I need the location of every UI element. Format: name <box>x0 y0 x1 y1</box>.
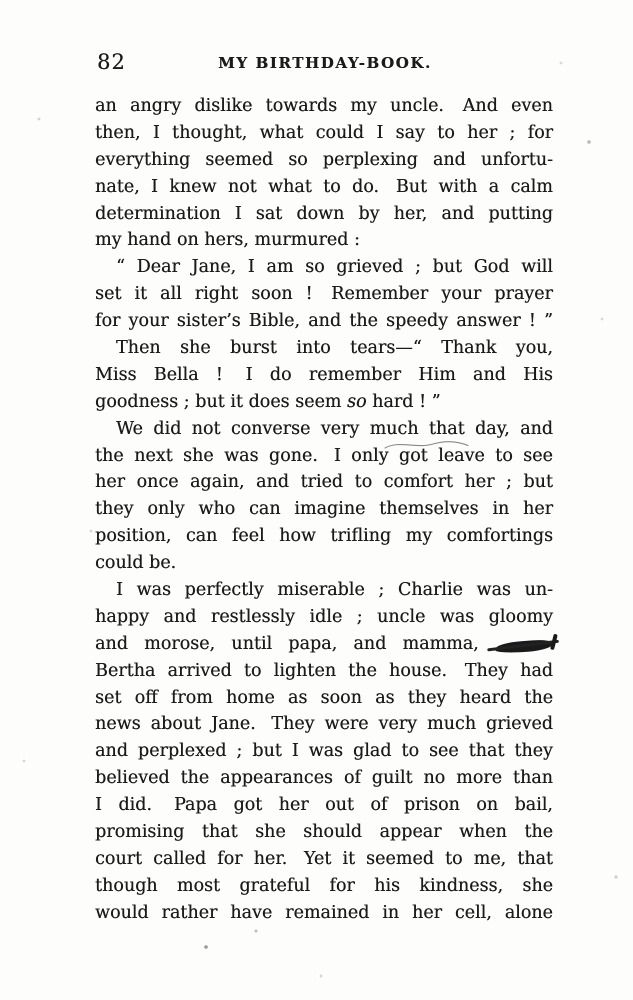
word: on <box>176 230 199 251</box>
word: were <box>324 714 369 735</box>
word: tears—“ <box>350 338 422 359</box>
word: me, <box>473 848 507 869</box>
word: I <box>247 257 255 278</box>
word: did <box>153 418 182 439</box>
word: her. <box>253 848 293 869</box>
word: off <box>134 687 158 708</box>
word: so <box>346 391 367 412</box>
word: my <box>350 96 377 116</box>
word: got <box>233 795 263 816</box>
word: to <box>243 660 262 681</box>
word: much <box>427 714 476 735</box>
text-line <box>95 254 553 281</box>
word: hard <box>372 391 414 412</box>
word: my <box>95 230 122 251</box>
word: Jane. <box>211 714 262 735</box>
word: but <box>195 391 225 412</box>
body-text <box>95 93 553 927</box>
word: even <box>511 96 553 116</box>
word: Miss <box>95 364 137 385</box>
word: his <box>374 875 400 896</box>
word: I <box>116 580 123 601</box>
word: tried <box>300 472 344 493</box>
word: does <box>248 391 290 412</box>
word: for <box>217 848 243 869</box>
text-line <box>95 631 553 658</box>
text-line <box>95 227 553 254</box>
word: They <box>464 660 508 681</box>
text-line <box>95 685 553 712</box>
word: do <box>269 364 292 385</box>
word: Charlie <box>397 580 463 601</box>
word: Papa <box>173 795 217 816</box>
word: they <box>407 687 447 708</box>
word: was <box>224 445 259 466</box>
word: feel <box>231 526 265 547</box>
text-line <box>95 846 553 873</box>
word: and <box>432 149 466 170</box>
word: an <box>95 96 117 116</box>
word: uncle <box>377 606 426 627</box>
word: I <box>376 122 384 143</box>
word: all <box>160 284 182 305</box>
word: burst <box>229 338 277 359</box>
word: comfortings <box>446 526 553 547</box>
word: and <box>95 741 128 762</box>
word: grieved <box>336 257 404 278</box>
word: had <box>520 660 553 681</box>
word: right <box>194 284 239 305</box>
word: set <box>95 284 122 305</box>
word: determination <box>95 203 221 224</box>
word: themselves <box>379 499 479 520</box>
word: that <box>517 848 553 869</box>
word: hand <box>127 230 172 251</box>
word: more <box>456 768 502 789</box>
word: but <box>432 257 463 278</box>
word: promising <box>95 822 185 843</box>
word: they <box>514 741 553 762</box>
text-line <box>95 765 553 792</box>
word: the <box>524 687 553 708</box>
word: day, <box>474 418 510 439</box>
word: ! <box>215 364 229 385</box>
word: to <box>401 741 419 762</box>
word: leave <box>438 445 485 466</box>
word: what <box>268 176 312 197</box>
text-line <box>95 738 553 765</box>
word: and <box>520 418 553 439</box>
word: how <box>279 526 316 547</box>
text-line <box>95 147 553 174</box>
word: angry <box>129 96 182 116</box>
word: gloomy <box>488 606 553 627</box>
word: converse <box>230 418 311 439</box>
word: the <box>95 445 124 466</box>
word: ; <box>509 122 516 143</box>
word: the <box>348 660 377 681</box>
word: Thank <box>441 338 497 359</box>
word: that <box>201 822 238 843</box>
word: Him <box>418 364 456 385</box>
word: next <box>134 445 173 466</box>
word: I <box>291 741 299 762</box>
word: got <box>398 445 428 466</box>
word: goodness <box>95 391 179 412</box>
word: a <box>488 176 500 197</box>
word: soon <box>320 687 362 708</box>
word: for <box>329 875 355 896</box>
word: guilt <box>371 768 413 789</box>
text-line <box>95 873 553 900</box>
word: ; <box>356 606 363 627</box>
word: believed <box>95 768 170 789</box>
word: in <box>492 499 510 520</box>
word: should <box>303 822 363 843</box>
word: ! <box>528 311 536 332</box>
word: until <box>231 633 273 654</box>
text-line <box>95 281 553 308</box>
word: to <box>444 848 463 869</box>
word: house. <box>388 660 453 681</box>
word: her <box>522 499 553 520</box>
scan-speckles <box>0 0 2 2</box>
word: : <box>353 230 360 251</box>
word: alone <box>504 902 553 923</box>
text-line <box>95 389 553 416</box>
word: cell, <box>454 902 492 923</box>
word: it <box>342 848 355 869</box>
word: And <box>462 96 498 116</box>
word: that <box>468 741 505 762</box>
word: that <box>428 418 465 439</box>
word: to <box>323 176 341 197</box>
word: happy <box>95 606 149 627</box>
word: “ <box>116 257 125 278</box>
word: out <box>325 795 354 816</box>
text-line <box>95 523 553 550</box>
word: I <box>234 203 242 224</box>
word: from <box>170 687 213 708</box>
word: home <box>225 687 275 708</box>
word: in <box>382 902 400 923</box>
word: trifling <box>330 526 392 547</box>
word: to <box>354 472 373 493</box>
word: dislike <box>194 96 253 116</box>
word: ” <box>431 391 441 412</box>
text-line <box>95 711 553 738</box>
word: will <box>521 257 553 278</box>
word: gone. <box>268 445 324 466</box>
word: about <box>150 714 202 735</box>
word: am <box>266 257 294 278</box>
word: my <box>405 526 433 547</box>
word: sat <box>255 203 283 224</box>
word: could <box>315 122 364 143</box>
word: ; <box>414 257 421 278</box>
text-line <box>95 201 553 228</box>
word: when <box>458 822 507 843</box>
word: it <box>134 284 148 305</box>
word: for <box>95 311 121 332</box>
word: calm <box>510 176 553 197</box>
word: God <box>473 257 510 278</box>
text-line <box>95 443 553 470</box>
word: perplexing <box>322 149 418 170</box>
word: But <box>395 176 428 197</box>
word: sister’s <box>176 311 241 332</box>
word: have <box>230 902 273 923</box>
word: called <box>153 848 207 869</box>
word: Then <box>116 338 161 359</box>
word: Jane, <box>191 257 237 278</box>
word: to <box>437 122 455 143</box>
word: prayer <box>494 284 553 305</box>
word: who <box>198 499 236 520</box>
word: Dear <box>136 257 180 278</box>
word: ; <box>506 472 512 493</box>
word: see <box>523 445 553 466</box>
word: and <box>163 606 197 627</box>
text-line <box>95 658 553 685</box>
running-head <box>95 50 555 76</box>
word: nate, <box>95 176 140 197</box>
word: your <box>128 311 169 332</box>
word: by <box>358 203 380 224</box>
ink-smudge <box>495 639 554 654</box>
text-line <box>95 120 553 147</box>
word: with <box>438 176 478 197</box>
word: and <box>256 472 289 493</box>
word: imagine <box>294 499 366 520</box>
word: uncle. <box>390 96 450 116</box>
word: to <box>495 445 513 466</box>
word: kindness, <box>419 875 504 896</box>
text-line <box>95 416 553 443</box>
word: towards <box>265 96 338 116</box>
text-line <box>95 819 553 846</box>
word: comfort <box>383 472 453 493</box>
word: rather <box>161 902 218 923</box>
word: un- <box>524 580 553 601</box>
word: seemed <box>205 149 274 170</box>
word: ! <box>418 391 426 412</box>
word: no <box>423 768 446 789</box>
word: putting <box>488 203 553 224</box>
word: court <box>95 848 143 869</box>
word: seem <box>295 391 342 412</box>
word: grateful <box>239 875 311 896</box>
word: news <box>95 714 141 735</box>
word: her <box>95 472 125 493</box>
word: grieved <box>485 714 553 735</box>
word: of <box>370 795 388 816</box>
word: papa, <box>288 633 338 654</box>
word: it <box>230 391 243 412</box>
text-line <box>95 362 553 389</box>
text-line <box>95 469 553 496</box>
text-line <box>95 496 553 523</box>
word: restlessly <box>210 606 295 627</box>
word: only <box>351 445 389 466</box>
running-header: MY BIRTHDAY-BOOK. <box>218 54 432 72</box>
word: than <box>512 768 553 789</box>
text-line <box>95 604 553 631</box>
word: I <box>333 445 341 466</box>
word: on <box>476 795 499 816</box>
word: morose, <box>144 633 216 654</box>
word: not <box>191 418 221 439</box>
text-line <box>95 550 553 577</box>
word: could <box>95 553 144 574</box>
word: say <box>395 122 425 143</box>
text-line <box>95 93 553 120</box>
word: but <box>523 472 553 493</box>
word: the <box>180 768 210 789</box>
word: glad <box>353 741 392 762</box>
word: she <box>255 822 286 843</box>
word: ; <box>378 580 385 601</box>
word: very <box>378 714 418 735</box>
word: soon <box>251 284 293 305</box>
word: seemed <box>366 848 434 869</box>
page-number: 82 <box>97 50 126 74</box>
text-line <box>95 792 553 819</box>
word: and <box>472 364 506 385</box>
word: and <box>308 311 342 332</box>
word: I <box>95 795 102 816</box>
word: hers, <box>204 230 249 251</box>
word: so <box>305 257 325 278</box>
word: Bertha <box>95 660 156 681</box>
word: bail, <box>514 795 553 816</box>
word: remember <box>308 364 401 385</box>
word: can <box>248 499 281 520</box>
word: only <box>147 499 185 520</box>
word: she <box>183 445 214 466</box>
word: mamma, <box>402 633 479 654</box>
text-line <box>95 900 553 927</box>
word: you, <box>515 338 553 359</box>
word: your <box>441 284 482 305</box>
word: perfectly <box>184 580 264 601</box>
word: thought, <box>172 122 248 143</box>
word: of <box>343 768 361 789</box>
word: murmured <box>254 230 349 251</box>
word: her <box>464 472 495 493</box>
text-line <box>95 335 553 362</box>
word: most <box>176 875 221 896</box>
text-line <box>95 577 553 604</box>
word: was <box>439 606 475 627</box>
word: so <box>288 149 308 170</box>
word: the <box>524 822 553 843</box>
word: answer <box>456 311 521 332</box>
word: do. <box>352 176 385 197</box>
word: once <box>136 472 179 493</box>
word: I <box>151 176 158 197</box>
word: arrived <box>167 660 232 681</box>
word: not <box>227 176 257 197</box>
word: Bible, <box>248 311 300 332</box>
word: remained <box>285 902 370 923</box>
word: ; <box>236 741 243 762</box>
word: but <box>252 741 282 762</box>
word: position, <box>95 526 172 547</box>
word: and <box>441 203 475 224</box>
word: and <box>95 633 128 654</box>
word: ; <box>183 391 190 412</box>
word: idle <box>309 606 343 627</box>
word: and <box>353 633 387 654</box>
word: she <box>522 875 553 896</box>
word: down <box>296 203 345 224</box>
word: miserable <box>277 580 365 601</box>
word: was <box>476 580 511 601</box>
word: again, <box>190 472 245 493</box>
word: prison <box>403 795 460 816</box>
word: I <box>245 364 253 385</box>
word: Remember <box>331 284 429 305</box>
word: she <box>179 338 211 359</box>
word: see <box>428 741 459 762</box>
word: perplexed <box>137 741 227 762</box>
word: would <box>95 902 149 923</box>
word: the <box>349 311 378 332</box>
word: lighten <box>273 660 336 681</box>
word: heard <box>459 687 512 708</box>
word: unfortu- <box>480 149 553 170</box>
word: her <box>467 122 498 143</box>
word: His <box>523 364 553 385</box>
word: her <box>411 902 442 923</box>
word: appear <box>379 822 442 843</box>
word: as <box>287 687 308 708</box>
text-line <box>95 308 553 335</box>
word: We <box>116 418 143 439</box>
word: as <box>375 687 395 708</box>
word: they <box>95 499 134 520</box>
word: ! <box>305 284 319 305</box>
word: knew <box>169 176 217 197</box>
word: ” <box>543 311 553 332</box>
word: can <box>185 526 218 547</box>
word: much <box>369 418 419 439</box>
word: speedy <box>386 311 449 332</box>
word: was <box>308 741 344 762</box>
word: be. <box>149 553 177 574</box>
word: for <box>527 122 553 143</box>
word: her, <box>393 203 428 224</box>
word: They <box>271 714 315 735</box>
word: I <box>152 122 160 143</box>
word: what <box>259 122 304 143</box>
word: set <box>95 687 122 708</box>
word: very <box>320 418 360 439</box>
word: everything <box>95 149 191 170</box>
word: did. <box>118 795 158 816</box>
word: Yet <box>303 848 332 869</box>
word: Bella <box>153 364 199 385</box>
word: her <box>278 795 309 816</box>
word: appearances <box>220 768 333 789</box>
word: though <box>95 875 158 896</box>
word: was <box>136 580 171 601</box>
text-line <box>95 174 553 201</box>
word: into <box>296 338 331 359</box>
word: then, <box>95 122 141 143</box>
